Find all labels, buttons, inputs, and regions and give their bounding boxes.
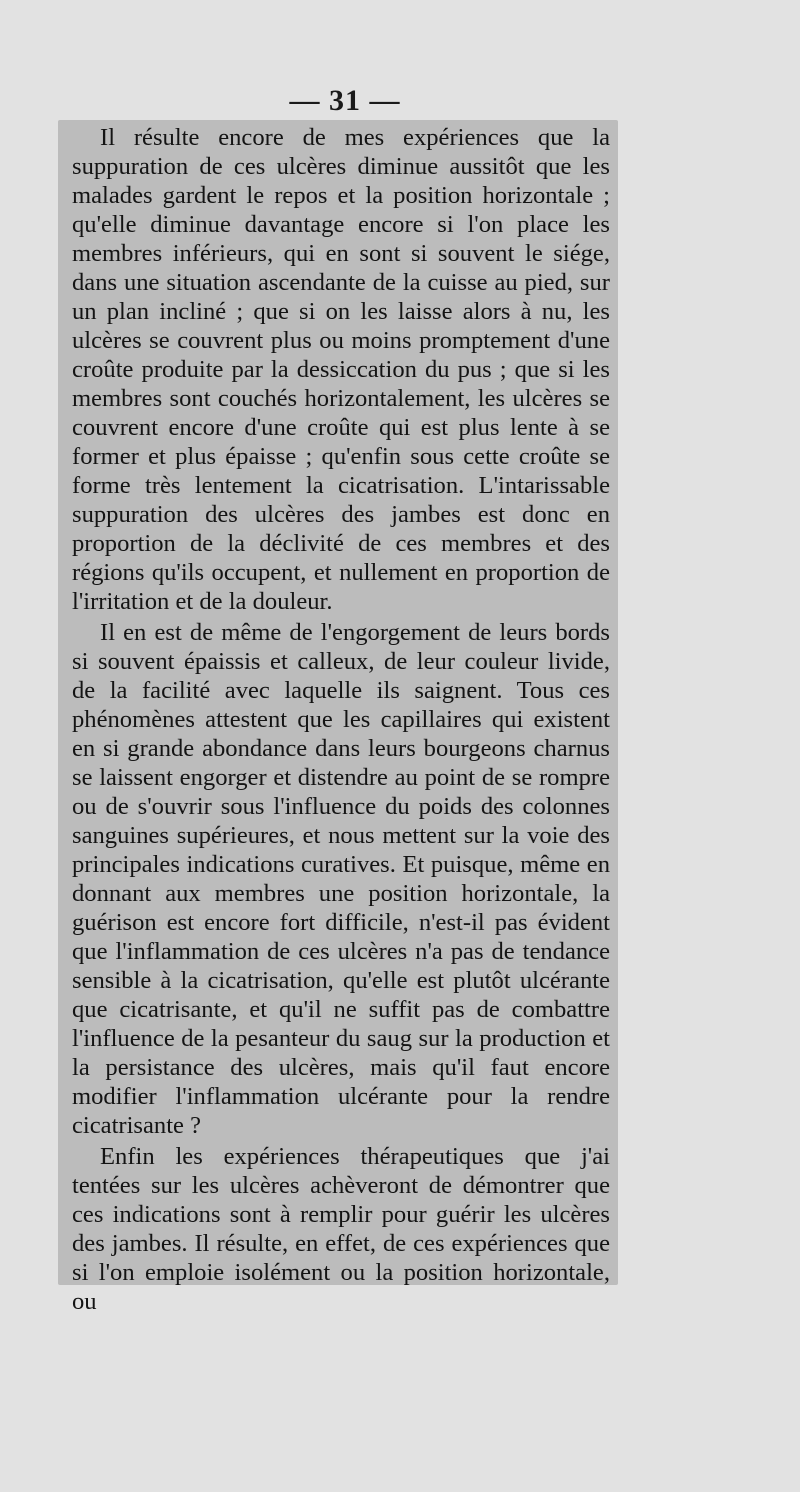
- paragraph-3: Enfin les expériences thérapeutiques que j'ai tentées sur les ulcères achèveront de démontrer que ces indications sont à remplir pour guérir les ulcères des jambes. Il résulte, en effet, de ces expériences que si l'on emploie isolément ou la position horizontale, ou: [72, 1143, 610, 1315]
- page-number: — 31 —: [289, 84, 401, 117]
- paragraph-1: Il résulte encore de mes expériences que la suppuration de ces ulcères diminue aussitôt que les malades gardent le repos et la position horizontale ; qu'elle diminue davantage encore si l'on place les membres inférieurs, qui en sont si souvent le siége, dans une situation ascendante de la cuisse au pied, sur un plan incliné ; que si on les laisse alors à nu, les ulcères se couvrent plus ou moins promptement d'une croûte produite par la dessiccation du pus ; que si les membres sont couchés horizontalement, les ulcères se couvrent encore d'une croûte qui est plus lente à se former et plus épaisse ; qu'enfin sous cette croûte se forme très lentement la cicatrisation. L'intarissable suppuration des ulcères des jambes est donc en proportion de la déclivité de ces membres et des régions qu'ils occupent, et nullement en proportion de l'irritation et de la douleur.: [72, 124, 610, 615]
- paragraph-2: Il en est de même de l'engorgement de leurs bords si souvent épaissis et calleux, de leur couleur livide, de la facilité avec laquelle ils saignent. Tous ces phénomènes attestent que les capillaires qui existent en si grande abondance dans leurs bourgeons charnus se laissent engorger et distendre au point de se rompre ou de s'ouvrir sous l'influence du poids des colonnes sanguines supérieures, et nous mettent sur la voie des principales indications curatives. Et puisque, même en donnant aux membres une position horizontale, la guérison est encore fort difficile, n'est-il pas évident que l'inflammation de ces ulcères n'a pas de tendance sensible à la cicatrisation, qu'elle est plutôt ulcérante que cicatrisante, et qu'il ne suffit pas de combattre l'influence de la pesanteur du saug sur la production et la persistance des ulcères, mais qu'il faut encore modifier l'inflammation ulcérante pour la rendre cicatrisante ?: [72, 619, 610, 1139]
- body-text: [72, 123, 610, 1316]
